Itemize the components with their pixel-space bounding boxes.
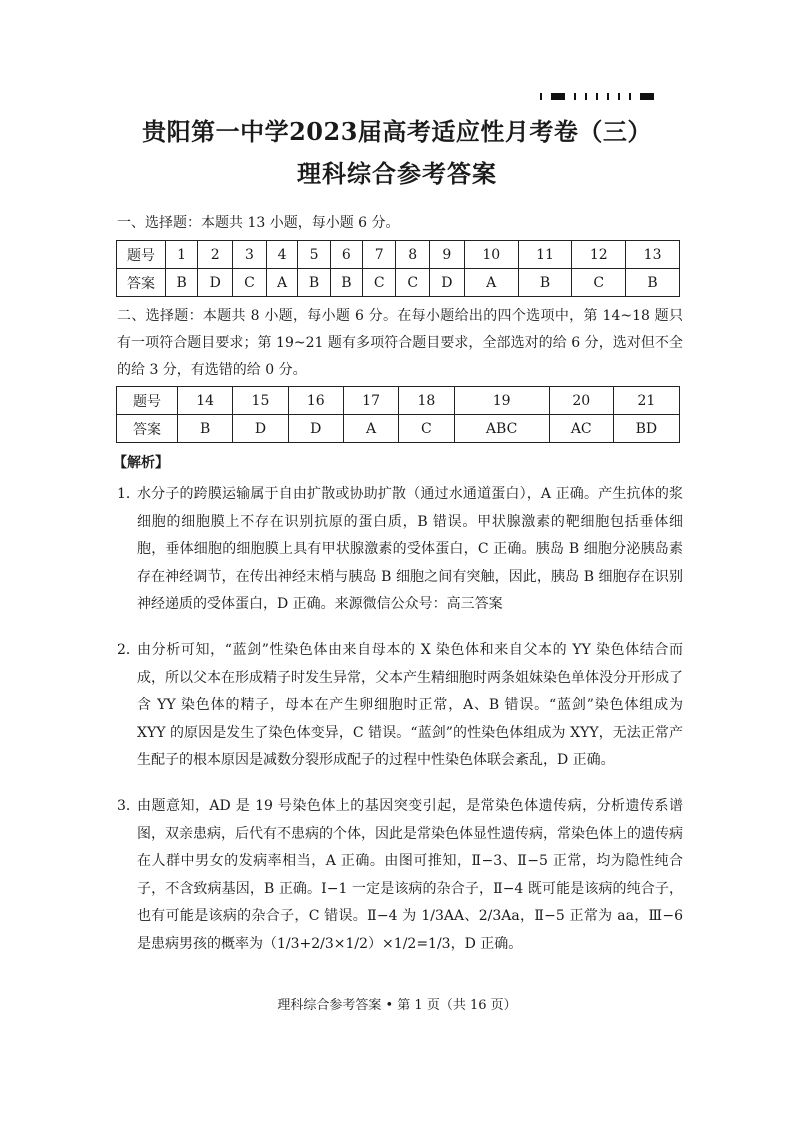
- question-number: 17: [343, 387, 398, 415]
- question-number: 9: [429, 241, 464, 269]
- document-subtitle: 理科综合参考答案: [297, 159, 497, 188]
- question-number: 8: [396, 241, 429, 269]
- question-number: 10: [464, 241, 518, 269]
- analysis-item: [117, 637, 683, 775]
- analysis-heading: 【解析】: [113, 455, 169, 471]
- question-number: 7: [362, 241, 395, 269]
- answer-cell: C: [396, 269, 429, 297]
- answer-cell: D: [429, 269, 464, 297]
- section2-heading: 二、选择题：本题共 8 小题，每小题 6 分。在每小题给出的四个选项中，第 14~18 题只有一项符合题目要求；第 19~21 题有多项符合题目要求，全部选对的给 6 分，选对但不全的给 3 分，有选错的给 0 分。: [117, 308, 683, 378]
- answer-cell: B: [178, 415, 233, 443]
- answer-table-1: [116, 240, 680, 297]
- question-number: 5: [298, 241, 330, 269]
- question-number: 18: [399, 387, 454, 415]
- table-row: [117, 241, 680, 269]
- question-number: 3: [233, 241, 266, 269]
- item-text: 由分析可知，“蓝剑”性染色体由来自母本的 X 染色体和来自父本的 YY 染色体结合而成，所以父本在形成精子时发生异常，父本产生精细胞时两条姐妹染色单体没分开形成了含 YY 染色体的精子，母本在产生卵细胞时正常，A、B 错误。“蓝剑”染色体组成为 XYY 的原因是发生了染色体变异，C 错误。“蓝剑”的性染色体组成为 XYY，无法正常产生配子的根本原因是减数分裂形成配子的过程中性染色体联会紊乱，D 正确。: [137, 642, 683, 768]
- row-label: 题号: [117, 241, 166, 269]
- answer-cell: C: [399, 415, 454, 443]
- question-number: 20: [549, 387, 613, 415]
- answer-cell: C: [572, 269, 626, 297]
- question-number: 21: [613, 387, 679, 415]
- analysis-item: [117, 481, 683, 619]
- answer-cell: B: [298, 269, 330, 297]
- question-number: 13: [626, 241, 680, 269]
- answer-cell: B: [166, 269, 198, 297]
- document-title: 贵阳第一中学2023届高考适应性月考卷（三）: [142, 117, 652, 146]
- question-number: 6: [330, 241, 362, 269]
- barcode-mark: [540, 93, 654, 100]
- answer-cell: A: [266, 269, 298, 297]
- question-number: 12: [572, 241, 626, 269]
- answer-cell: C: [362, 269, 395, 297]
- item-number: 2．: [117, 642, 140, 658]
- answer-table-2: [116, 386, 680, 443]
- table-row: [117, 415, 680, 443]
- question-number: 2: [198, 241, 233, 269]
- item-number: 1．: [117, 486, 140, 502]
- item-text: 由题意知，AD 是 19 号染色体上的基因突变引起，是常染色体遗传病，分析遗传系谱图，双亲患病，后代有不患病的个体，因此是常染色体显性遗传病，常染色体上的遗传病在人群中男女的发病率相当，A 正确。由图可推知，Ⅱ−3、Ⅱ−5 正常，均为隐性纯合子，不含致病基因，B 正确。Ⅰ−1 一定是该病的杂合子，Ⅱ−4 既可能是该病的纯合子，也有可能是该病的杂合子，C 错误。Ⅱ−4 为 1/3AA、2/3Aa，Ⅱ−5 正常为 aa，Ⅲ−6 是患病男孩的概率为（1/3+2/3×1/2）×1/2=1/3，D 正确。: [137, 798, 683, 952]
- table-row: [117, 387, 680, 415]
- answer-cell: D: [198, 269, 233, 297]
- question-number: 4: [266, 241, 298, 269]
- question-number: 14: [178, 387, 233, 415]
- analysis-item: [117, 793, 683, 958]
- item-text: 水分子的跨膜运输属于自由扩散或协助扩散（通过水通道蛋白），A 正确。产生抗体的浆细胞的细胞膜上不存在识别抗原的蛋白质，B 错误。甲状腺激素的靶细胞包括垂体细胞，垂体细胞的细胞膜上具有甲状腺激素的受体蛋白，C 正确。胰岛 B 细胞分泌胰岛素存在神经调节，在传出神经末梢与胰岛 B 细胞之间有突触，因此，胰岛 B 细胞存在识别神经递质的受体蛋白，D 正确。来源微信公众号：高三答案: [137, 486, 683, 612]
- answer-cell: D: [233, 415, 288, 443]
- answer-cell: B: [626, 269, 680, 297]
- question-number: 16: [288, 387, 343, 415]
- row-label: 答案: [117, 415, 178, 443]
- question-number: 19: [454, 387, 549, 415]
- question-number: 1: [166, 241, 198, 269]
- row-label: 题号: [117, 387, 178, 415]
- question-number: 15: [233, 387, 288, 415]
- answer-cell: D: [288, 415, 343, 443]
- section1-heading: 一、选择题：本题共 13 小题，每小题 6 分。: [117, 215, 400, 231]
- page-footer: 理科综合参考答案 • 第 1 页（共 16 页）: [277, 998, 517, 1013]
- answer-cell: A: [464, 269, 518, 297]
- answer-cell: BD: [613, 415, 679, 443]
- answer-cell: C: [233, 269, 266, 297]
- item-number: 3．: [117, 798, 140, 814]
- row-label: 答案: [117, 269, 166, 297]
- answer-cell: A: [343, 415, 398, 443]
- question-number: 11: [518, 241, 572, 269]
- table-row: [117, 269, 680, 297]
- answer-cell: ABC: [454, 415, 549, 443]
- answer-cell: B: [518, 269, 572, 297]
- answer-cell: AC: [549, 415, 613, 443]
- answer-cell: B: [330, 269, 362, 297]
